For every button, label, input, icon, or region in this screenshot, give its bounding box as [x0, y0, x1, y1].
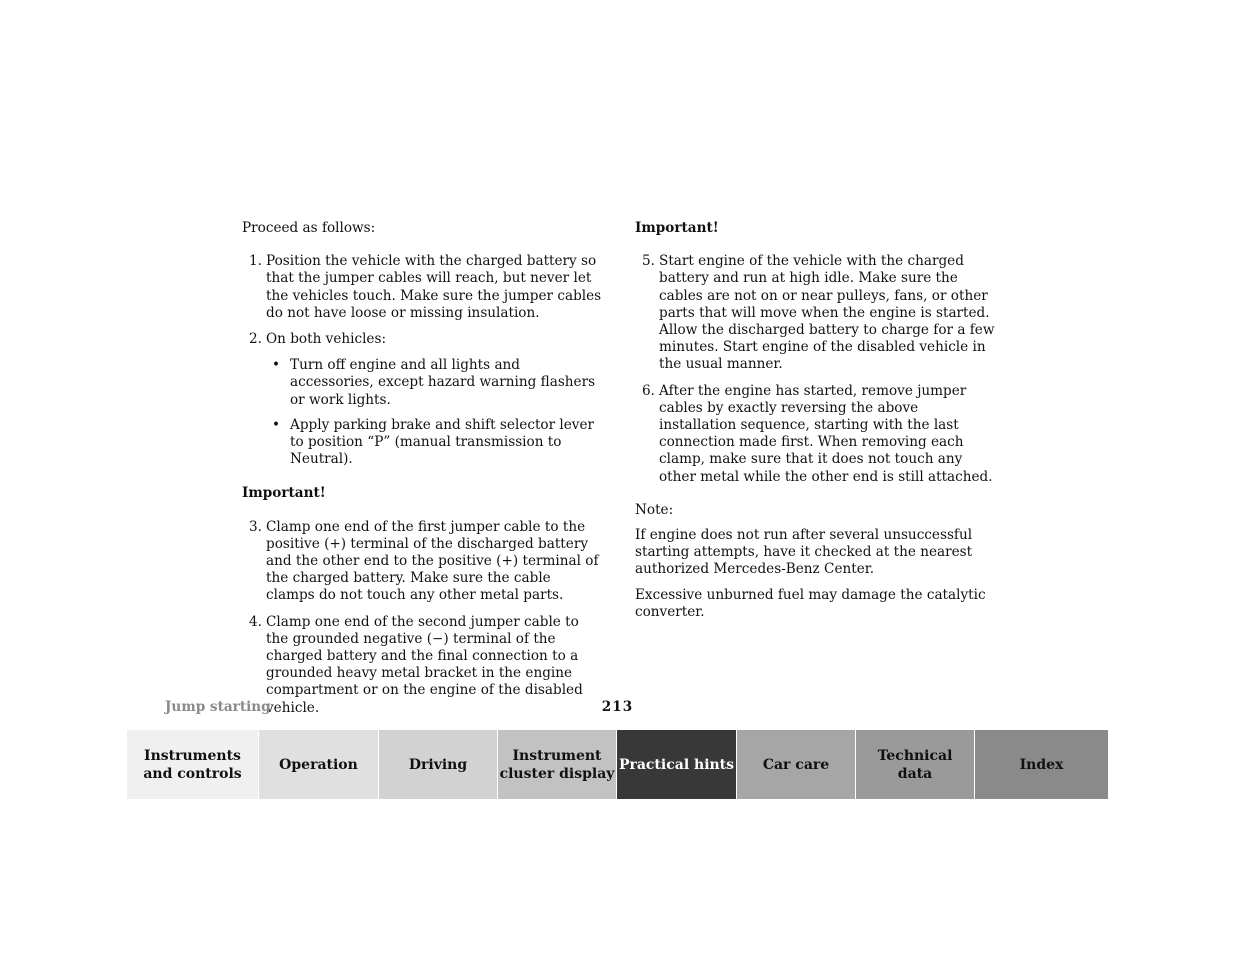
- intro-text: Proceed as follows:: [242, 220, 376, 236]
- tab-driving[interactable]: [379, 730, 498, 799]
- tab-instrument-cluster-display[interactable]: [498, 730, 617, 799]
- step-text: Clamp one end of the first jumper cable to the positive (+) terminal of the discharged battery and the other end to the positive (+) terminal of the charged battery. Make sure the cable clamps do not touch any other metal parts.: [266, 518, 599, 604]
- bullet-glyph: •: [272, 416, 281, 433]
- tab-instruments-and-controls[interactable]: [127, 730, 259, 799]
- step-3: [242, 519, 602, 605]
- step-4: [242, 614, 602, 717]
- tab-practical-hints[interactable]: [617, 730, 737, 799]
- step-text: Clamp one end of the second jumper cable to the grounded negative (−) terminal of the charged battery and the final connection to a grounded heavy metal bracket in the engine compartment or on the engine of the disabled vehicle.: [266, 613, 583, 716]
- tab-car-care[interactable]: [737, 730, 856, 799]
- tab-index[interactable]: [975, 730, 1108, 799]
- step-2: [242, 331, 602, 468]
- step-number: 2.: [249, 331, 262, 348]
- step-number: 3.: [249, 518, 262, 535]
- tab-label: Car care: [762, 756, 830, 773]
- left-column: [242, 220, 602, 726]
- step-number: 1.: [249, 253, 262, 270]
- bullet-list: [266, 357, 602, 468]
- tab-label: Operation: [279, 756, 358, 773]
- step-number: 5.: [642, 253, 655, 270]
- note-label: Note:: [635, 501, 674, 518]
- step-text: On both vehicles:: [266, 331, 387, 348]
- important-heading: Important!: [635, 220, 719, 236]
- bullet-glyph: •: [272, 357, 281, 374]
- step-number: 6.: [642, 382, 655, 399]
- chapter-nav: [127, 730, 1108, 799]
- bullet-item: [266, 357, 602, 409]
- section-title: Jump starting: [165, 699, 271, 715]
- bullet-item: [266, 417, 602, 469]
- tab-label: Instrument cluster display: [499, 747, 615, 782]
- important-heading: Important!: [242, 485, 326, 502]
- tab-technical-data[interactable]: [856, 730, 975, 799]
- tab-operation[interactable]: [259, 730, 379, 799]
- tab-label: Practical hints: [618, 756, 735, 773]
- step-1: [242, 253, 602, 322]
- right-column: [635, 220, 995, 627]
- note-text-1: If engine does not run after several unsuccessful starting attempts, have it checked at the nearest authorized Mercedes-Benz Center.: [635, 527, 973, 578]
- bullet-text: Turn off engine and all lights and accessories, except hazard warning flashers or work lights.: [290, 357, 596, 408]
- note-text-2: Excessive unburned fuel may damage the catalytic converter.: [635, 586, 986, 620]
- bullet-text: Apply parking brake and shift selector lever to position “P” (manual transmission to Neutral).: [290, 416, 595, 468]
- tab-label: Instruments and controls: [143, 747, 242, 782]
- steps-list-left: [242, 253, 602, 468]
- tab-label: Index: [1019, 756, 1064, 773]
- steps-list-right: [635, 253, 995, 486]
- tab-label: Technical data: [877, 747, 953, 782]
- tab-label: Driving: [408, 756, 468, 773]
- steps-list-left-2: [242, 519, 602, 717]
- step-text: Start engine of the vehicle with the charged battery and run at high idle. Make sure the cables are not on or near pulleys, fans, or other parts that will move when the engine is started. Allow the discharged battery to charge for a few minutes. Start engine of the disabled vehicle in the usual manner.: [659, 253, 995, 373]
- step-text: After the engine has started, remove jumper cables by exactly reversing the above installation sequence, starting with the last connection made first. When removing each clamp, make sure that it does not touch any other metal while the other end is still attached.: [659, 382, 993, 485]
- step-6: [635, 383, 995, 486]
- step-number: 4.: [249, 613, 262, 630]
- step-text: Position the vehicle with the charged battery so that the jumper cables will reach, but never let the vehicles touch. Make sure the jumper cables do not have loose or missing insulation.: [266, 253, 602, 321]
- step-5: [635, 253, 995, 373]
- page-number: 213: [601, 699, 634, 715]
